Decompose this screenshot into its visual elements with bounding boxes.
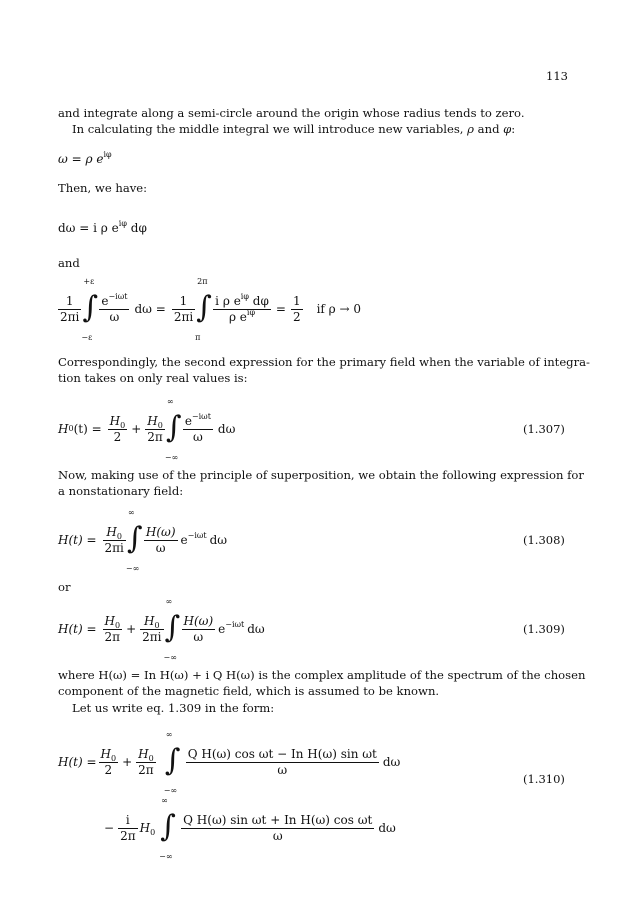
integral-sign: +ε ∫ −ε <box>81 277 98 342</box>
equation-1310-line-1: H(t) = $\frac{H_0}{2}$ + $\frac{H_0}{2\pi}$ ∞ ∫ −∞ $\frac{\text{Q H(ω) cos ωt − In H(ω) sin ωt}}{\omega}$ dω <box>58 730 401 795</box>
equation-number-1310: (1.310) <box>523 772 565 786</box>
equation-omega-definition: ω = ρ $e^{i\varphi}$ <box>58 150 112 166</box>
equation-semicircle-limit: $\frac{1}{2\pi i}$ +ε ∫ −ε $\frac{e^{-i\omega t}}{\omega}$ dω = $\frac{1}{2\pi i}$ 2π ∫ π $\frac{i \rho e^{i\varphi} d\varphi}{\rho e^{i\varphi}}$ = $\frac{1}{2}$ if ρ → 0 <box>60 277 362 342</box>
text-magnetic-component: component of the magnetic field, which is assumed to be known. <box>58 684 440 698</box>
integral-sign: ∞ ∫ −∞ <box>164 397 182 462</box>
text-correspondingly: Correspondingly, the second expression for the primary field when the variable of integra- <box>58 355 590 369</box>
page-number: 113 <box>546 69 568 83</box>
text-let-us-write: Let us write eq. 1.309 in the form: <box>72 701 275 715</box>
equation-1310-line-2: − $\frac{i}{2\pi}$ $H_0$ ∞ ∫ −∞ $\frac{\text{Q H(ω) sin ωt + In H(ω) cos ωt}}{\omega}$ dω <box>104 796 396 861</box>
equation-number-1307: (1.307) <box>523 422 565 436</box>
integral-sign: 2π ∫ π <box>195 277 212 342</box>
equation-number-1308: (1.308) <box>523 533 565 547</box>
integral-sign: ∞ ∫ −∞ <box>159 796 176 861</box>
equation-1308: H(t) = $\frac{H_0}{2\pi i}$ ∞ ∫ −∞ $\frac{H(\omega)}{\omega}$ $e^{-i\omega t}$ dω <box>58 508 228 573</box>
text-line-integrate: and integrate along a semi-circle around the origin whose radius tends to zero. <box>58 106 525 120</box>
text-nonstationary: a nonstationary field: <box>58 484 184 498</box>
text-complex-amplitude: where H(ω) = In H(ω) + i Q H(ω) is the complex amplitude of the spectrum of the chosen <box>58 668 586 682</box>
integrand-fraction-polar: $\frac{i \rho e^{i\varphi} d\varphi}{\rho e^{i\varphi}}$ <box>215 291 269 324</box>
equation-domega: dω = i ρ $e^{i\varphi}$ dφ <box>58 219 147 235</box>
integral-sign: ∞ ∫ −∞ <box>163 730 181 795</box>
fraction-one-over-2pi-i: $\frac{1}{2\pi i}$ <box>60 293 80 324</box>
integral-sign: ∞ ∫ −∞ <box>163 597 181 662</box>
equation-number-1309: (1.309) <box>523 622 565 636</box>
equation-1307: H 0 (t) = $\frac{H_0}{2}$ + $\frac{H_0}{2\pi}$ ∞ ∫ −∞ $\frac{e^{-i\omega t}}{\omega}$ dω <box>58 397 236 462</box>
equation-1309: H(t) = $\frac{H_0}{2\pi}$ + $\frac{H_0}{2\pi i}$ ∞ ∫ −∞ $\frac{H(\omega)}{\omega}$ $e^{-i\omega t}$ dω <box>58 597 265 662</box>
text-variable-real: tion takes on only real values is: <box>58 371 248 385</box>
text-then: Then, we have: <box>58 181 148 195</box>
text-or: or <box>58 580 71 594</box>
fraction-one-half: $\frac{1}{2}$ <box>292 293 301 324</box>
text-and: and <box>58 256 80 270</box>
integral-sign: ∞ ∫ −∞ <box>125 508 143 573</box>
text-superposition: Now, making use of the principle of superposition, we obtain the following expression for <box>58 468 584 482</box>
integrand-fraction: $\frac{e^{-i\omega t}}{\omega}$ <box>101 291 128 324</box>
text-line-variables: In calculating the middle integral we will introduce new variables, ρ and φ: <box>72 122 516 136</box>
fraction-one-over-2pi-i-second: $\frac{1}{2\pi i}$ <box>173 293 194 324</box>
